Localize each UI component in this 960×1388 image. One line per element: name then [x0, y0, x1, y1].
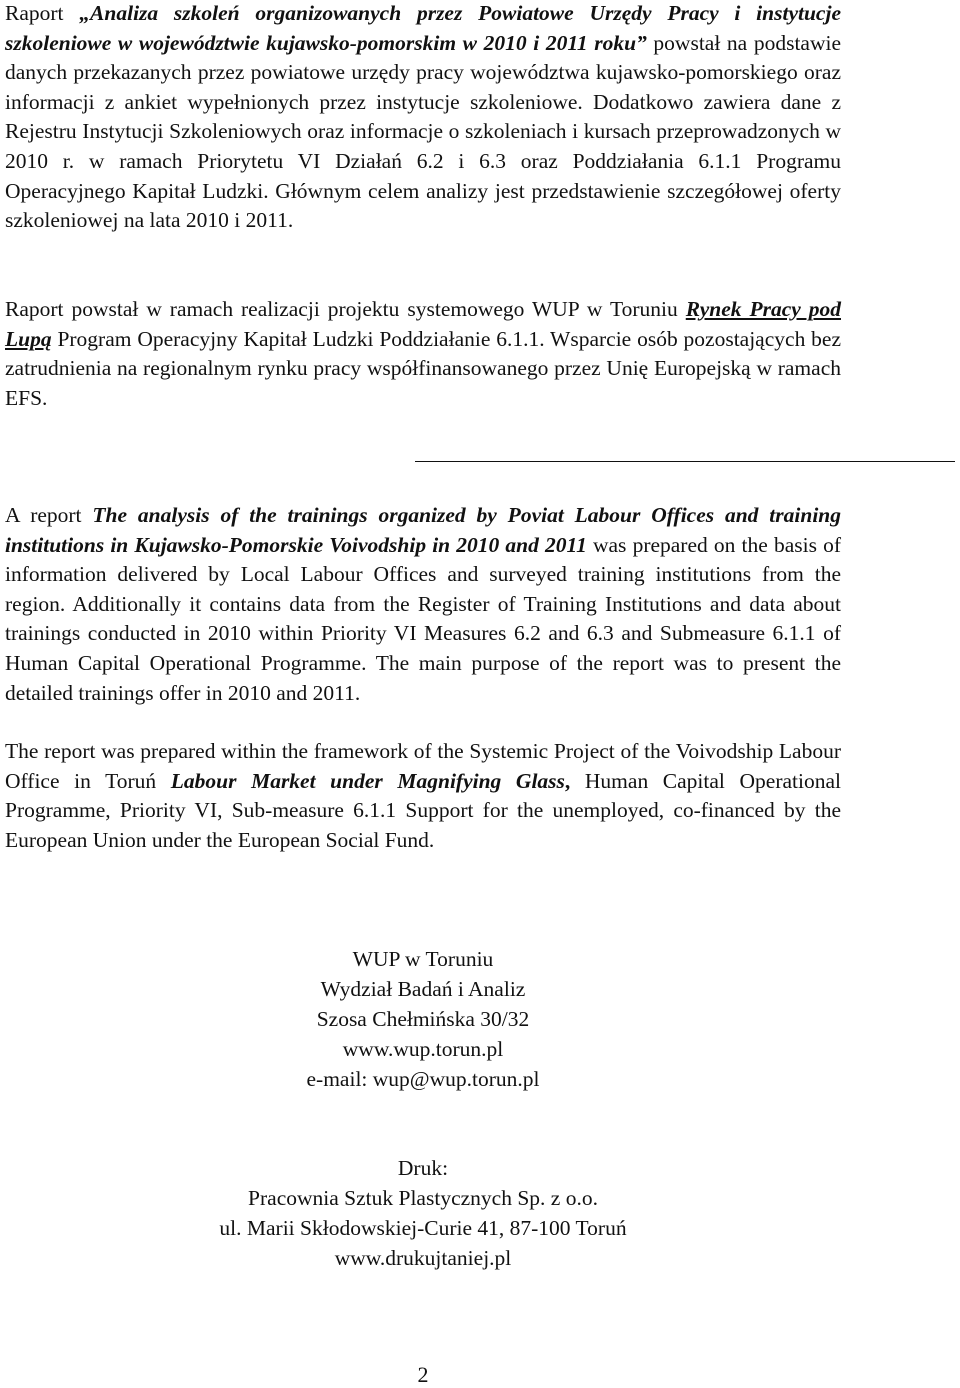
english-p1-lead: A report	[5, 503, 93, 527]
printer-website: www.drukujtaniej.pl	[334, 1246, 512, 1270]
english-report-title: The analysis of the trainings organized by Poviat Labour Offices and training institutions in Kujawsko-Pomorskie Voivodship in 2010 and 2011	[5, 503, 841, 557]
publisher-org: WUP w Toruniu	[352, 947, 494, 971]
english-project-name: Labour Market under Magnifying Glass	[170, 768, 565, 793]
english-p1-body: was prepared on the basis of information delivered by Local Labour Offices and surveyed training institutions from the region. Additionally it contains data from the Register of Training Institutions and data about trainings conducted in 2010 within Priority VI Measures 6.2 and 6.3 and Submeasure 6.1.1 of Human Capital Operational Programme. The main purpose of the report was to present the detailed trainings offer in 2010 and 2011.	[5, 532, 842, 705]
printer-company: Pracownia Sztuk Plastycznych Sp. z o.o.	[248, 1186, 598, 1210]
polish-report-title: „Analiza szkoleń organizowanych przez Powiatowe Urzędy Pracy i instytucje szkoleniowe w województwie kujawsko-pomorskim w 2010 i 2011 roku”	[5, 1, 841, 55]
english-p2-lead: The report was prepared within the framework of the Systemic Project of the Voivodship Labour Office in Toruń	[5, 739, 841, 793]
publisher-address: Szosa Chełmińska 30/32	[316, 1007, 530, 1031]
polish-paragraph-1	[5, 0, 841, 236]
english-project-comma: ,	[564, 768, 571, 793]
publisher-email: e-mail: wup@wup.torun.pl	[306, 1067, 540, 1091]
polish-p2-body: Program Operacyjny Kapitał Ludzki Poddziałanie 6.1.1. Wsparcie osób pozostających bez zatrudnienia na regionalnym rynku pracy współfinansowanego przez Unię Europejską w ramach EFS.	[5, 326, 841, 410]
printer-address: ul. Marii Skłodowskiej-Curie 41, 87-100 Toruń	[219, 1216, 627, 1240]
publisher-dept: Wydział Badań i Analiz	[320, 977, 526, 1001]
polish-paragraph-2	[5, 295, 841, 413]
english-paragraph-2	[5, 737, 841, 855]
publisher-website: www.wup.torun.pl	[342, 1037, 504, 1061]
publisher-contact	[0, 944, 846, 1094]
polish-project-name: Rynek Pracy pod Lupą	[5, 297, 841, 351]
printer-label: Druk:	[397, 1156, 449, 1180]
english-paragraph-1	[5, 501, 841, 708]
printer-info	[0, 1153, 846, 1273]
section-divider	[415, 461, 955, 462]
polish-p1-body: powstał na podstawie danych przekazanych przez powiatowe urzędy pracy województwa kujawsko-pomorskiego oraz informacji z ankiet wypełnionych przez instytucje szkoleniowe. Dodatkowo zawiera dane z Rejestru Instytucji Szkoleniowych oraz informacje o szkoleniach i kursach przeprowadzonych w 2010 r. w ramach Priorytetu VI Działań 6.2 i 6.3 oraz Poddziałania 6.1.1 Programu Operacyjnego Kapitał Ludzki. Głównym celem analizy jest przedstawienie szczegółowej oferty szkoleniowej na lata 2010 i 2011.	[5, 30, 842, 233]
english-p2-body: Human Capital Operational Programme, Priority VI, Sub-measure 6.1.1 Support for the unemployed, co-financed by the European Union under the European Social Fund.	[5, 768, 841, 852]
polish-p2-lead: Raport powstał w ramach realizacji projektu systemowego WUP w Toruniu	[5, 297, 686, 321]
page-number: 2	[417, 1362, 429, 1387]
polish-p1-lead: Raport	[5, 1, 80, 25]
